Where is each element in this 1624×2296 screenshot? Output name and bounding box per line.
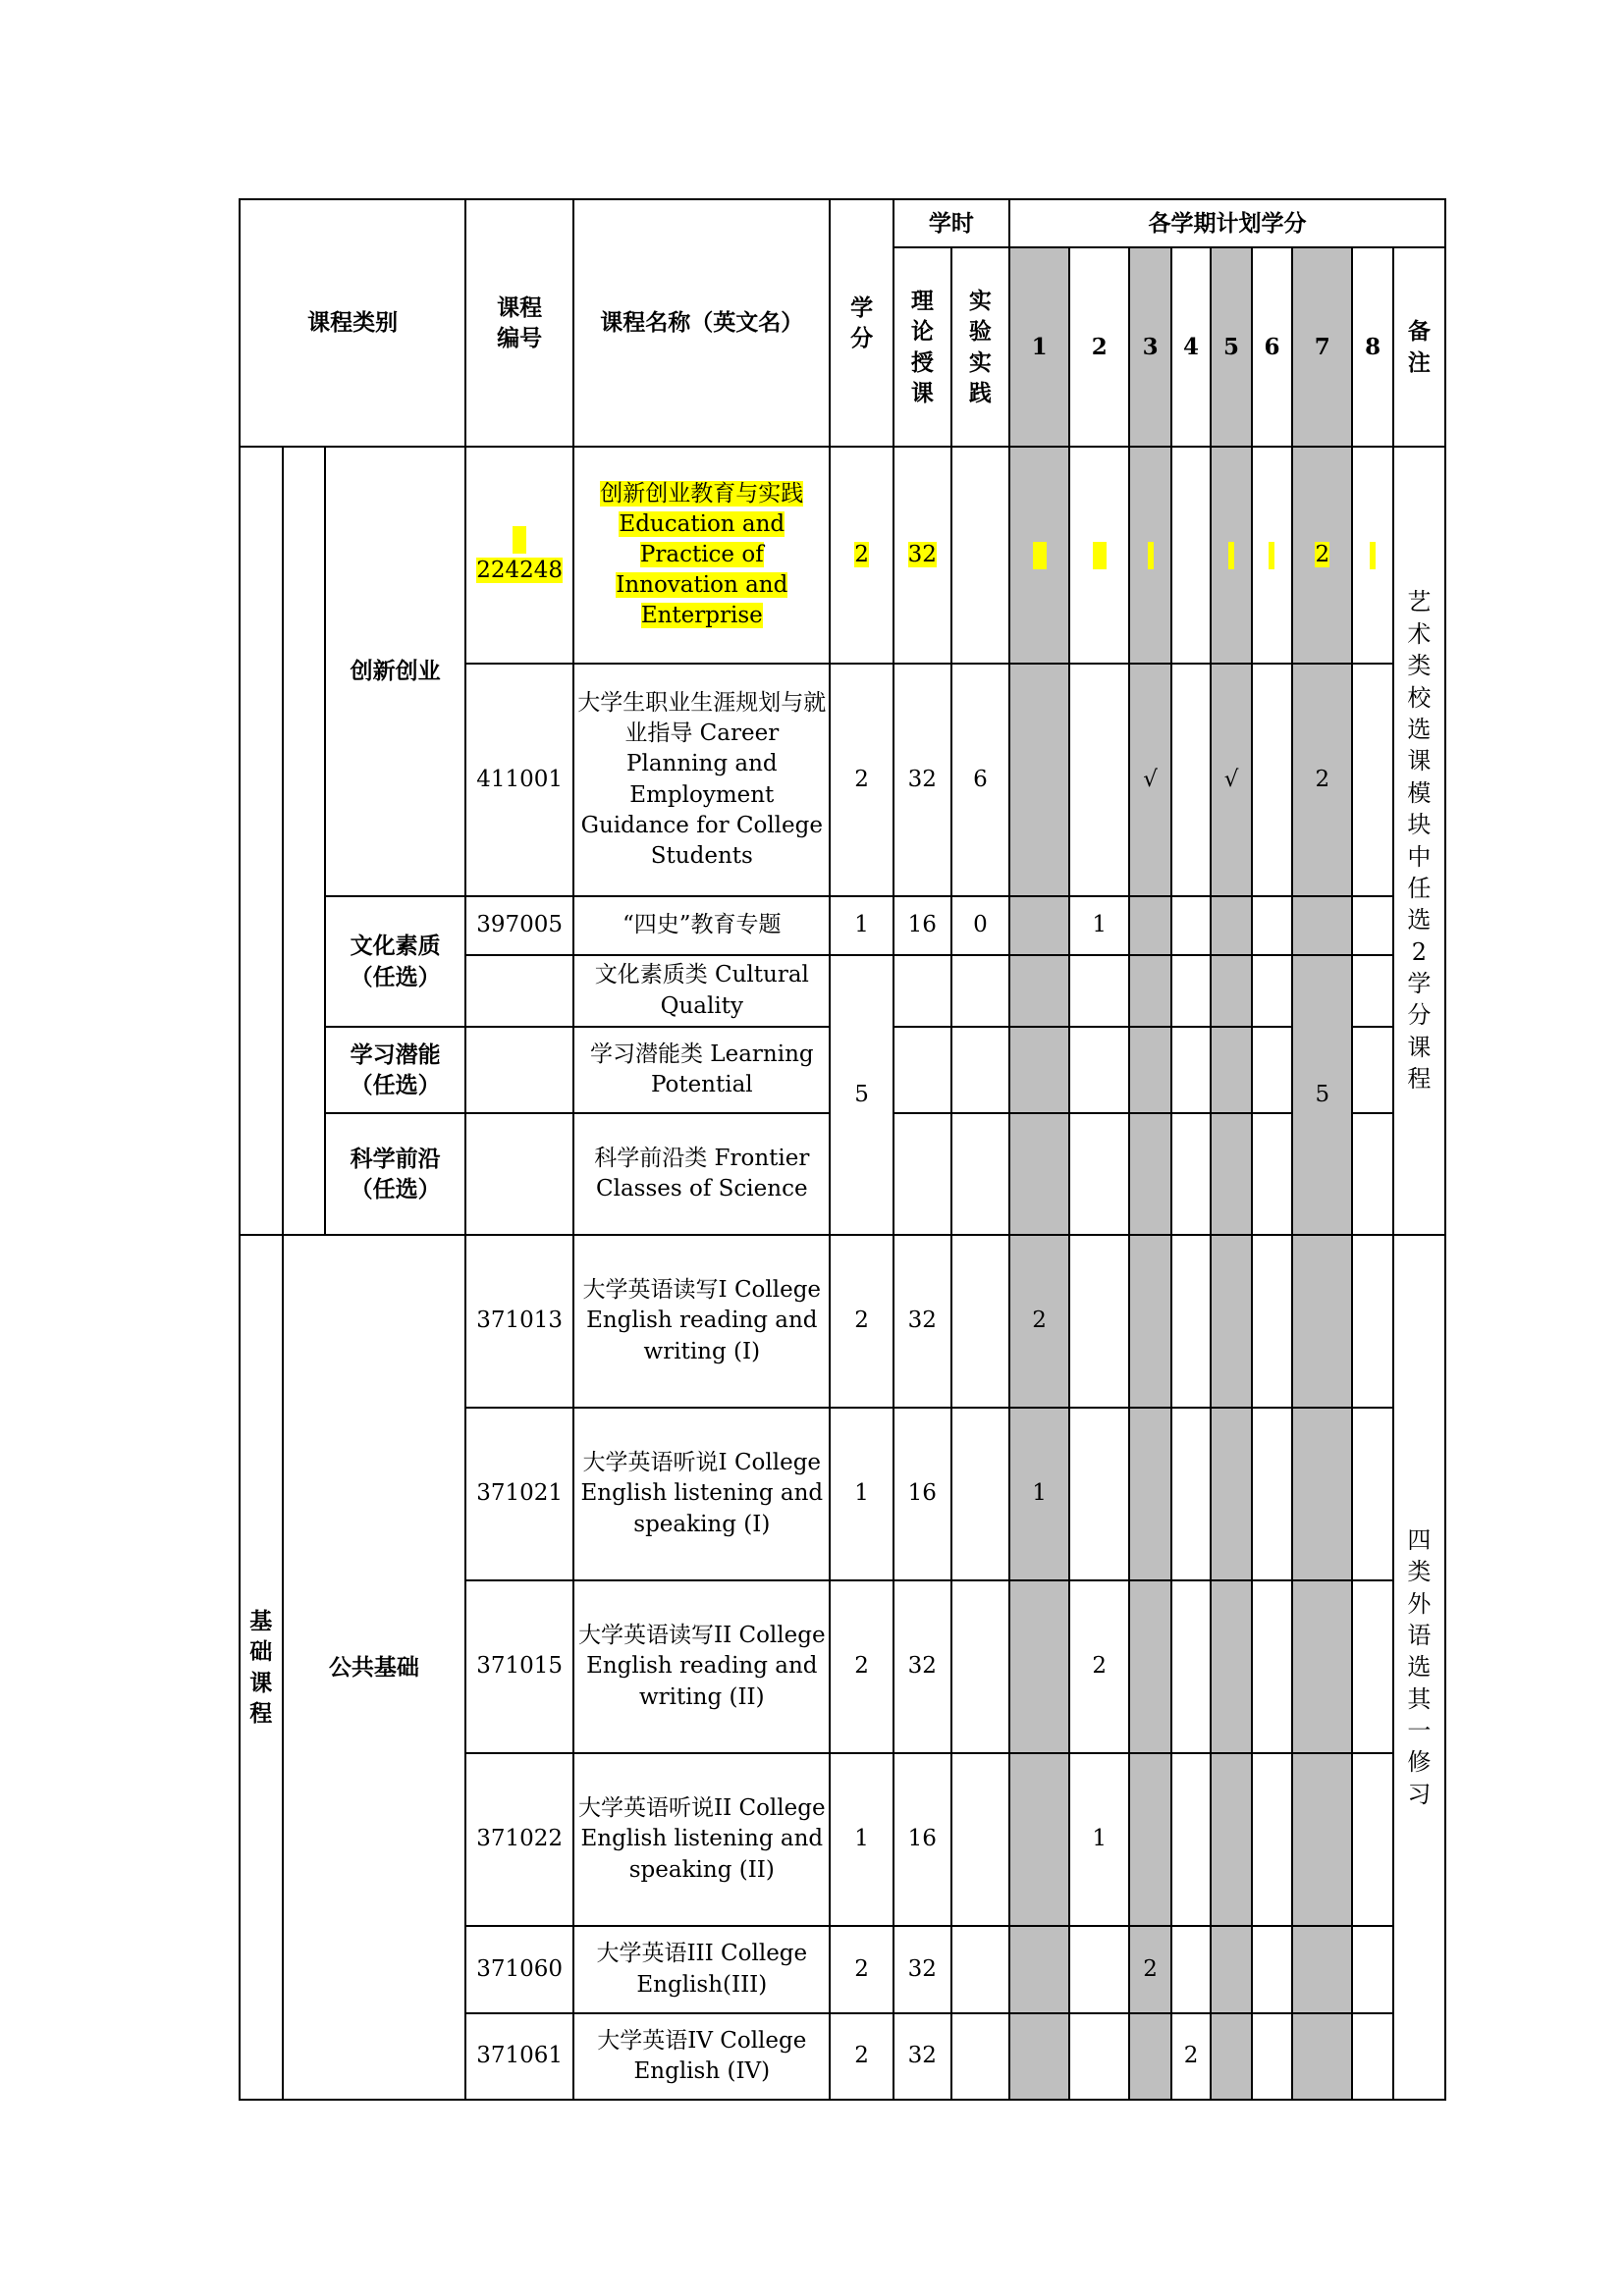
- course-practice: [951, 2013, 1009, 2100]
- header-code: 课程 编号: [465, 199, 573, 447]
- table-row: [240, 447, 1445, 664]
- course-practice: [951, 1113, 1009, 1235]
- semester-7-cell: [1292, 2013, 1352, 2100]
- course-practice: [951, 1580, 1009, 1753]
- semester-3-cell: [1129, 1027, 1171, 1113]
- course-credit: 1: [830, 1753, 893, 1926]
- semester-3-cell: [1129, 1408, 1171, 1580]
- course-practice: [951, 1926, 1009, 2013]
- course-code: 371060: [465, 1926, 573, 2013]
- semester-8-cell: [1352, 1580, 1392, 1753]
- course-name: 大学英语读写II College English reading and writing (II): [573, 1580, 830, 1753]
- semester-4-cell: [1171, 447, 1211, 664]
- semester-4-cell: [1171, 1235, 1211, 1408]
- highlight-mark: [1093, 542, 1107, 569]
- semester-2-cell: [1069, 2013, 1129, 2100]
- semester-1-cell: [1009, 955, 1069, 1027]
- semester-2-cell: [1069, 955, 1129, 1027]
- course-practice: 0: [951, 896, 1009, 955]
- semester-2-cell: 1: [1069, 896, 1129, 955]
- semester-5-cell: [1211, 447, 1251, 664]
- semester-5-cell: [1211, 1235, 1251, 1408]
- course-theory: 32: [893, 447, 951, 664]
- course-code: [465, 955, 573, 1027]
- semester-8-cell: [1352, 2013, 1392, 2100]
- course-theory: 16: [893, 896, 951, 955]
- course-name: 大学英语听说I College English listening and speaking (I): [573, 1408, 830, 1580]
- semester-6-cell: [1252, 896, 1292, 955]
- semester-4-cell: [1171, 1408, 1211, 1580]
- semester-8-cell: [1352, 1235, 1392, 1408]
- course-credit: 2: [830, 1580, 893, 1753]
- semester-7-cell: [1292, 1926, 1352, 2013]
- semester-7-cell: [1292, 1753, 1352, 1926]
- course-practice: [951, 955, 1009, 1027]
- course-theory: 32: [893, 1580, 951, 1753]
- semester-6-cell: [1252, 1926, 1292, 2013]
- course-code: 411001: [465, 664, 573, 896]
- course-theory: 32: [893, 1235, 951, 1408]
- course-name: 大学英语听说II College English listening and speaking (II): [573, 1753, 830, 1926]
- course-practice: [951, 1408, 1009, 1580]
- course-name: 大学英语读写I College English reading and writing (I): [573, 1235, 830, 1408]
- semester-4-cell: [1171, 1027, 1211, 1113]
- semester-2-cell: 1: [1069, 1753, 1129, 1926]
- semester-2-cell: [1069, 1027, 1129, 1113]
- course-name: 文化素质类 Cultural Quality: [573, 955, 830, 1027]
- semester-4-cell: [1171, 1753, 1211, 1926]
- semester-2-cell: 2: [1069, 1580, 1129, 1753]
- header-semester-3: 3: [1129, 247, 1171, 447]
- semester-4-cell: [1171, 896, 1211, 955]
- semester-6-cell: [1252, 1027, 1292, 1113]
- semester-1-cell: [1009, 1753, 1069, 1926]
- course-code: 397005: [465, 896, 573, 955]
- semester-5-cell: [1211, 1408, 1251, 1580]
- semester-7-cell: 2: [1292, 664, 1352, 896]
- semester-1-cell: [1009, 447, 1069, 664]
- course-practice: [951, 447, 1009, 664]
- semester-5-cell: [1211, 1027, 1251, 1113]
- semester-6-cell: [1252, 1753, 1292, 1926]
- header-semester-1: 1: [1009, 247, 1069, 447]
- group-public-basic: 公共基础: [283, 1235, 466, 2100]
- semester-3-cell: √: [1129, 664, 1171, 896]
- semester-3-cell: [1129, 2013, 1171, 2100]
- semester-5-cell: [1211, 1580, 1251, 1753]
- header-credit: 学 分: [830, 199, 893, 447]
- header-semester-6: 6: [1252, 247, 1292, 447]
- semester-4-cell: [1171, 664, 1211, 896]
- semester-8-cell: [1352, 955, 1392, 1027]
- semester-8-cell: [1352, 896, 1392, 955]
- semester-1-cell: [1009, 1580, 1069, 1753]
- header-theory: 理 论 授 课: [893, 247, 951, 447]
- highlight-mark: [1370, 542, 1376, 569]
- group-innovation: 创新创业: [325, 447, 465, 896]
- semester-8-cell: [1352, 1113, 1392, 1235]
- semester-5-cell: [1211, 2013, 1251, 2100]
- semester-6-cell: [1252, 1408, 1292, 1580]
- highlight-mark: [1148, 542, 1154, 569]
- semester-5-cell: [1211, 955, 1251, 1027]
- elective-credit: 5: [830, 955, 893, 1235]
- semester-5-cell: √: [1211, 664, 1251, 896]
- course-credit: 2: [830, 2013, 893, 2100]
- semester-7-cell: 2: [1292, 447, 1352, 664]
- semester-2-cell: [1069, 1926, 1129, 2013]
- semester-1-cell: [1009, 896, 1069, 955]
- highlight-mark: [513, 526, 526, 554]
- semester-2-cell: [1069, 1235, 1129, 1408]
- semester-6-cell: [1252, 1113, 1292, 1235]
- semester-4-cell: [1171, 1926, 1211, 2013]
- semester-6-cell: [1252, 447, 1292, 664]
- semester-1-cell: 1: [1009, 1408, 1069, 1580]
- course-theory: 32: [893, 1926, 951, 2013]
- course-theory: [893, 955, 951, 1027]
- semester-5-cell: [1211, 896, 1251, 955]
- course-code: 371022: [465, 1753, 573, 1926]
- group-learning: 学习潜能（任选）: [325, 1027, 465, 1113]
- course-credit: 2: [830, 664, 893, 896]
- header-semester-5: 5: [1211, 247, 1251, 447]
- group-basic-course: 基 础 课 程: [240, 1235, 283, 2100]
- semester-1-cell: [1009, 1113, 1069, 1235]
- semester-1-cell: [1009, 1926, 1069, 2013]
- semester-3-cell: [1129, 447, 1171, 664]
- semester-4-cell: [1171, 1113, 1211, 1235]
- highlight-mark: [1228, 542, 1234, 569]
- header-category: 课程类别: [240, 199, 465, 447]
- header-hours: 学时: [893, 199, 1009, 247]
- semester-1-cell: [1009, 2013, 1069, 2100]
- course-code: 371013: [465, 1235, 573, 1408]
- semester-3-cell: [1129, 1113, 1171, 1235]
- elective-semester-7: 5: [1292, 955, 1352, 1235]
- semester-6-cell: [1252, 1235, 1292, 1408]
- semester-5-cell: [1211, 1113, 1251, 1235]
- course-practice: [951, 1027, 1009, 1113]
- semester-6-cell: [1252, 664, 1292, 896]
- course-name: 大学英语III College English(III): [573, 1926, 830, 2013]
- course-credit: 1: [830, 896, 893, 955]
- highlight-mark: [1269, 542, 1274, 569]
- semester-3-cell: 2: [1129, 1926, 1171, 2013]
- semester-8-cell: [1352, 1926, 1392, 2013]
- course-practice: 6: [951, 664, 1009, 896]
- semester-4-cell: [1171, 1580, 1211, 1753]
- remark-language: 四 类 外 语 选 其 一 修 习: [1393, 1235, 1445, 2100]
- semester-8-cell: [1352, 1753, 1392, 1926]
- semester-5-cell: [1211, 1753, 1251, 1926]
- header-practice: 实 验 实 践: [951, 247, 1009, 447]
- course-credit: 1: [830, 1408, 893, 1580]
- course-code: 371021: [465, 1408, 573, 1580]
- course-code: [465, 1113, 573, 1235]
- semester-8-cell: [1352, 664, 1392, 896]
- group-science: 科学前沿（任选）: [325, 1113, 465, 1235]
- table-row: [240, 1235, 1445, 1408]
- semester-3-cell: [1129, 1235, 1171, 1408]
- semester-1-cell: [1009, 664, 1069, 896]
- semester-4-cell: 2: [1171, 2013, 1211, 2100]
- semester-6-cell: [1252, 2013, 1292, 2100]
- semester-7-cell: [1292, 1580, 1352, 1753]
- semester-7-cell: [1292, 1235, 1352, 1408]
- remark-elective: 艺 术 类 校 选 课 模 块 中 任 选 2 学 分 课 程: [1393, 447, 1445, 1235]
- course-code: [465, 1027, 573, 1113]
- course-name: 学习潜能类 Learning Potential: [573, 1027, 830, 1113]
- semester-7-cell: [1292, 1408, 1352, 1580]
- course-theory: 16: [893, 1753, 951, 1926]
- header-semester-4: 4: [1171, 247, 1211, 447]
- semester-3-cell: [1129, 955, 1171, 1027]
- course-name: 大学英语IV College English (IV): [573, 2013, 830, 2100]
- header-name: 课程名称（英文名）: [573, 199, 830, 447]
- semester-6-cell: [1252, 955, 1292, 1027]
- table-row: [240, 896, 1445, 955]
- course-practice: [951, 1753, 1009, 1926]
- highlight-mark: [1033, 542, 1047, 569]
- header-semester-7: 7: [1292, 247, 1352, 447]
- course-name: “四史”教育专题: [573, 896, 830, 955]
- group-blank-outer: [240, 447, 283, 1235]
- semester-8-cell: [1352, 447, 1392, 664]
- semester-3-cell: [1129, 1580, 1171, 1753]
- course-credit: 2: [830, 447, 893, 664]
- semester-2-cell: [1069, 664, 1129, 896]
- course-credit: 2: [830, 1235, 893, 1408]
- course-theory: [893, 1027, 951, 1113]
- semester-8-cell: [1352, 1408, 1392, 1580]
- semester-1-cell: 2: [1009, 1235, 1069, 1408]
- course-name: 大学生职业生涯规划与就业指导 Career Planning and Employment Guidance for College Students: [573, 664, 830, 896]
- semester-2-cell: [1069, 1113, 1129, 1235]
- course-theory: 32: [893, 664, 951, 896]
- semester-7-cell: [1292, 896, 1352, 955]
- course-code: 371061: [465, 2013, 573, 2100]
- semester-4-cell: [1171, 955, 1211, 1027]
- course-theory: 32: [893, 2013, 951, 2100]
- header-semester-2: 2: [1069, 247, 1129, 447]
- group-blank-inner: [283, 447, 326, 1235]
- semester-2-cell: [1069, 1408, 1129, 1580]
- course-practice: [951, 1235, 1009, 1408]
- course-name: 创新创业教育与实践 Education and Practice of Innovation and Enterprise: [573, 447, 830, 664]
- course-name: 科学前沿类 Frontier Classes of Science: [573, 1113, 830, 1235]
- course-code: 224248: [465, 447, 573, 664]
- course-theory: 16: [893, 1408, 951, 1580]
- header-semester-8: 8: [1352, 247, 1392, 447]
- group-culture: 文化素质（任选）: [325, 896, 465, 1027]
- course-credit: 2: [830, 1926, 893, 2013]
- semester-5-cell: [1211, 1926, 1251, 2013]
- course-code: 371015: [465, 1580, 573, 1753]
- course-theory: [893, 1113, 951, 1235]
- semester-2-cell: [1069, 447, 1129, 664]
- semester-1-cell: [1009, 1027, 1069, 1113]
- semester-8-cell: [1352, 1027, 1392, 1113]
- semester-3-cell: [1129, 1753, 1171, 1926]
- header-semester-plan: 各学期计划学分: [1009, 199, 1445, 247]
- semester-3-cell: [1129, 896, 1171, 955]
- header-remark: 备 注: [1393, 247, 1445, 447]
- curriculum-table: [239, 198, 1446, 2101]
- semester-6-cell: [1252, 1580, 1292, 1753]
